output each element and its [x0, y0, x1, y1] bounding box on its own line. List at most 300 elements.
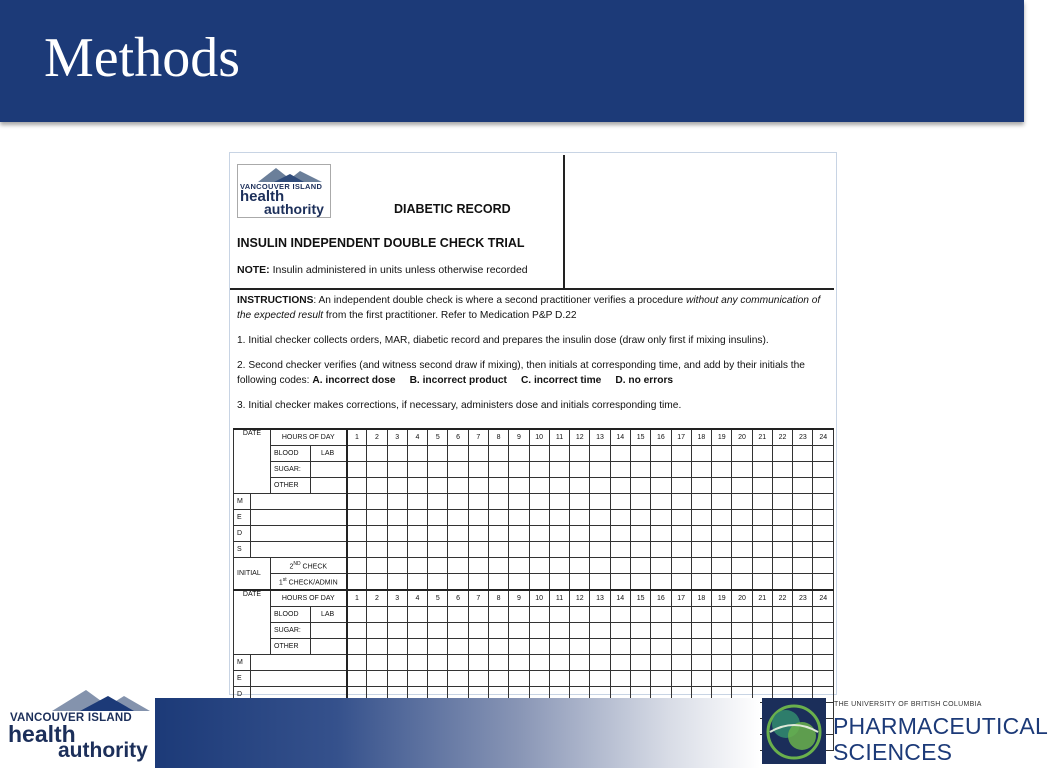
- hour-entry-cell[interactable]: [468, 574, 488, 591]
- hour-entry-cell[interactable]: [590, 446, 610, 462]
- hour-entry-cell[interactable]: [448, 671, 468, 687]
- hour-entry-cell[interactable]: [590, 655, 610, 671]
- hour-entry-cell[interactable]: [428, 462, 448, 478]
- hour-entry-cell[interactable]: [590, 526, 610, 542]
- hour-entry-cell[interactable]: [367, 462, 387, 478]
- hour-entry-cell[interactable]: [509, 655, 529, 671]
- hour-entry-cell[interactable]: [752, 558, 772, 574]
- hour-entry-cell[interactable]: [529, 671, 549, 687]
- hour-entry-cell[interactable]: [407, 542, 427, 558]
- hour-entry-cell[interactable]: [428, 494, 448, 510]
- hour-entry-cell[interactable]: [367, 526, 387, 542]
- hour-entry-cell[interactable]: [468, 494, 488, 510]
- hour-entry-cell[interactable]: [570, 671, 590, 687]
- hour-entry-cell[interactable]: [691, 510, 711, 526]
- hour-entry-cell[interactable]: [610, 510, 630, 526]
- hour-entry-cell[interactable]: [691, 478, 711, 494]
- hour-entry-cell[interactable]: [347, 574, 367, 591]
- hour-entry-cell[interactable]: [732, 558, 752, 574]
- hour-entry-cell[interactable]: [712, 462, 732, 478]
- hour-entry-cell[interactable]: [529, 607, 549, 623]
- hour-entry-cell[interactable]: [387, 558, 407, 574]
- hour-entry-cell[interactable]: [813, 542, 834, 558]
- hour-entry-cell[interactable]: [509, 542, 529, 558]
- hour-entry-cell[interactable]: [752, 607, 772, 623]
- hour-entry-cell[interactable]: [590, 510, 610, 526]
- hour-entry-cell[interactable]: [732, 542, 752, 558]
- hour-entry-cell[interactable]: [549, 478, 569, 494]
- hour-entry-cell[interactable]: [549, 542, 569, 558]
- hour-entry-cell[interactable]: [752, 478, 772, 494]
- hour-entry-cell[interactable]: [651, 526, 671, 542]
- hour-entry-cell[interactable]: [468, 655, 488, 671]
- hour-entry-cell[interactable]: [367, 574, 387, 591]
- hour-entry-cell[interactable]: [387, 574, 407, 591]
- hour-entry-cell[interactable]: [610, 574, 630, 591]
- hour-entry-cell[interactable]: [428, 558, 448, 574]
- hour-entry-cell[interactable]: [651, 558, 671, 574]
- lab-entry-cell[interactable]: [311, 478, 347, 494]
- hour-entry-cell[interactable]: [347, 623, 367, 639]
- hour-entry-cell[interactable]: [367, 446, 387, 462]
- hour-entry-cell[interactable]: [732, 655, 752, 671]
- hour-entry-cell[interactable]: [347, 510, 367, 526]
- hour-entry-cell[interactable]: [529, 494, 549, 510]
- hour-entry-cell[interactable]: [387, 639, 407, 655]
- hour-entry-cell[interactable]: [488, 446, 508, 462]
- hour-entry-cell[interactable]: [732, 462, 752, 478]
- hour-entry-cell[interactable]: [570, 526, 590, 542]
- hour-entry-cell[interactable]: [732, 607, 752, 623]
- hour-entry-cell[interactable]: [772, 542, 792, 558]
- meds-entry-cell[interactable]: [251, 671, 347, 687]
- hour-entry-cell[interactable]: [428, 574, 448, 591]
- hour-entry-cell[interactable]: [712, 655, 732, 671]
- hour-entry-cell[interactable]: [407, 526, 427, 542]
- hour-entry-cell[interactable]: [347, 494, 367, 510]
- hour-entry-cell[interactable]: [813, 478, 834, 494]
- hour-entry-cell[interactable]: [570, 494, 590, 510]
- hour-entry-cell[interactable]: [630, 574, 650, 591]
- hour-entry-cell[interactable]: [448, 623, 468, 639]
- hour-entry-cell[interactable]: [448, 639, 468, 655]
- hour-entry-cell[interactable]: [651, 510, 671, 526]
- hour-entry-cell[interactable]: [448, 526, 468, 542]
- hour-entry-cell[interactable]: [772, 558, 792, 574]
- hour-entry-cell[interactable]: [772, 639, 792, 655]
- hour-entry-cell[interactable]: [509, 446, 529, 462]
- hour-entry-cell[interactable]: [509, 623, 529, 639]
- hour-entry-cell[interactable]: [590, 607, 610, 623]
- hour-entry-cell[interactable]: [610, 478, 630, 494]
- hour-entry-cell[interactable]: [428, 671, 448, 687]
- lab-entry-cell[interactable]: [311, 623, 347, 639]
- hour-entry-cell[interactable]: [671, 542, 691, 558]
- hour-entry-cell[interactable]: [570, 623, 590, 639]
- hour-entry-cell[interactable]: [630, 510, 650, 526]
- hour-entry-cell[interactable]: [671, 639, 691, 655]
- hour-entry-cell[interactable]: [367, 655, 387, 671]
- hour-entry-cell[interactable]: [691, 494, 711, 510]
- hour-entry-cell[interactable]: [387, 542, 407, 558]
- hour-entry-cell[interactable]: [529, 558, 549, 574]
- hour-entry-cell[interactable]: [793, 607, 813, 623]
- hour-entry-cell[interactable]: [387, 671, 407, 687]
- hour-entry-cell[interactable]: [793, 526, 813, 542]
- hour-entry-cell[interactable]: [712, 623, 732, 639]
- hour-entry-cell[interactable]: [813, 623, 834, 639]
- hour-entry-cell[interactable]: [549, 526, 569, 542]
- hour-entry-cell[interactable]: [570, 655, 590, 671]
- hour-entry-cell[interactable]: [549, 510, 569, 526]
- hour-entry-cell[interactable]: [428, 623, 448, 639]
- hour-entry-cell[interactable]: [347, 639, 367, 655]
- hour-entry-cell[interactable]: [347, 671, 367, 687]
- hour-entry-cell[interactable]: [630, 446, 650, 462]
- hour-entry-cell[interactable]: [590, 639, 610, 655]
- hour-entry-cell[interactable]: [367, 494, 387, 510]
- hour-entry-cell[interactable]: [651, 574, 671, 591]
- hour-entry-cell[interactable]: [570, 639, 590, 655]
- hour-entry-cell[interactable]: [813, 607, 834, 623]
- hour-entry-cell[interactable]: [529, 655, 549, 671]
- hour-entry-cell[interactable]: [367, 510, 387, 526]
- hour-entry-cell[interactable]: [488, 462, 508, 478]
- hour-entry-cell[interactable]: [813, 639, 834, 655]
- hour-entry-cell[interactable]: [549, 574, 569, 591]
- hour-entry-cell[interactable]: [793, 462, 813, 478]
- hour-entry-cell[interactable]: [651, 542, 671, 558]
- hour-entry-cell[interactable]: [570, 510, 590, 526]
- hour-entry-cell[interactable]: [488, 671, 508, 687]
- hour-entry-cell[interactable]: [367, 639, 387, 655]
- hour-entry-cell[interactable]: [813, 671, 834, 687]
- hour-entry-cell[interactable]: [549, 494, 569, 510]
- meds-entry-cell[interactable]: [251, 526, 347, 542]
- hour-entry-cell[interactable]: [529, 574, 549, 591]
- hour-entry-cell[interactable]: [732, 494, 752, 510]
- hour-entry-cell[interactable]: [793, 494, 813, 510]
- hour-entry-cell[interactable]: [691, 558, 711, 574]
- hour-entry-cell[interactable]: [752, 494, 772, 510]
- hour-entry-cell[interactable]: [468, 510, 488, 526]
- hour-entry-cell[interactable]: [448, 607, 468, 623]
- hour-entry-cell[interactable]: [428, 526, 448, 542]
- hour-entry-cell[interactable]: [671, 494, 691, 510]
- hour-entry-cell[interactable]: [570, 478, 590, 494]
- hour-entry-cell[interactable]: [549, 446, 569, 462]
- hour-entry-cell[interactable]: [549, 607, 569, 623]
- hour-entry-cell[interactable]: [610, 639, 630, 655]
- hour-entry-cell[interactable]: [347, 542, 367, 558]
- hour-entry-cell[interactable]: [387, 478, 407, 494]
- hour-entry-cell[interactable]: [671, 655, 691, 671]
- hour-entry-cell[interactable]: [428, 655, 448, 671]
- hour-entry-cell[interactable]: [651, 446, 671, 462]
- hour-entry-cell[interactable]: [488, 510, 508, 526]
- hour-entry-cell[interactable]: [813, 655, 834, 671]
- hour-entry-cell[interactable]: [732, 478, 752, 494]
- hour-entry-cell[interactable]: [712, 574, 732, 591]
- hour-entry-cell[interactable]: [488, 542, 508, 558]
- hour-entry-cell[interactable]: [468, 478, 488, 494]
- hour-entry-cell[interactable]: [448, 494, 468, 510]
- hour-entry-cell[interactable]: [468, 542, 488, 558]
- hour-entry-cell[interactable]: [671, 478, 691, 494]
- hour-entry-cell[interactable]: [610, 446, 630, 462]
- lab-entry-cell[interactable]: [311, 462, 347, 478]
- hour-entry-cell[interactable]: [529, 446, 549, 462]
- hour-entry-cell[interactable]: [651, 639, 671, 655]
- hour-entry-cell[interactable]: [448, 510, 468, 526]
- hour-entry-cell[interactable]: [651, 671, 671, 687]
- hour-entry-cell[interactable]: [387, 446, 407, 462]
- hour-entry-cell[interactable]: [813, 510, 834, 526]
- hour-entry-cell[interactable]: [671, 446, 691, 462]
- hour-entry-cell[interactable]: [772, 526, 792, 542]
- hour-entry-cell[interactable]: [468, 607, 488, 623]
- hour-entry-cell[interactable]: [752, 526, 772, 542]
- hour-entry-cell[interactable]: [387, 510, 407, 526]
- hour-entry-cell[interactable]: [407, 607, 427, 623]
- hour-entry-cell[interactable]: [793, 510, 813, 526]
- hour-entry-cell[interactable]: [630, 623, 650, 639]
- hour-entry-cell[interactable]: [793, 655, 813, 671]
- hour-entry-cell[interactable]: [347, 655, 367, 671]
- hour-entry-cell[interactable]: [407, 494, 427, 510]
- hour-entry-cell[interactable]: [549, 671, 569, 687]
- hour-entry-cell[interactable]: [590, 671, 610, 687]
- hour-entry-cell[interactable]: [488, 558, 508, 574]
- hour-entry-cell[interactable]: [732, 446, 752, 462]
- hour-entry-cell[interactable]: [509, 526, 529, 542]
- hour-entry-cell[interactable]: [407, 510, 427, 526]
- hour-entry-cell[interactable]: [407, 446, 427, 462]
- meds-entry-cell[interactable]: [251, 510, 347, 526]
- hour-entry-cell[interactable]: [407, 639, 427, 655]
- hour-entry-cell[interactable]: [367, 623, 387, 639]
- hour-entry-cell[interactable]: [671, 510, 691, 526]
- hour-entry-cell[interactable]: [691, 526, 711, 542]
- hour-entry-cell[interactable]: [367, 558, 387, 574]
- hour-entry-cell[interactable]: [630, 478, 650, 494]
- hour-entry-cell[interactable]: [387, 526, 407, 542]
- hour-entry-cell[interactable]: [772, 478, 792, 494]
- hour-entry-cell[interactable]: [752, 574, 772, 591]
- hour-entry-cell[interactable]: [732, 574, 752, 591]
- hour-entry-cell[interactable]: [428, 639, 448, 655]
- hour-entry-cell[interactable]: [732, 671, 752, 687]
- hour-entry-cell[interactable]: [509, 671, 529, 687]
- hour-entry-cell[interactable]: [691, 446, 711, 462]
- hour-entry-cell[interactable]: [630, 655, 650, 671]
- hour-entry-cell[interactable]: [529, 462, 549, 478]
- hour-entry-cell[interactable]: [570, 446, 590, 462]
- hour-entry-cell[interactable]: [610, 623, 630, 639]
- hour-entry-cell[interactable]: [630, 542, 650, 558]
- hour-entry-cell[interactable]: [509, 494, 529, 510]
- hour-entry-cell[interactable]: [630, 671, 650, 687]
- hour-entry-cell[interactable]: [793, 671, 813, 687]
- hour-entry-cell[interactable]: [549, 639, 569, 655]
- hour-entry-cell[interactable]: [509, 478, 529, 494]
- hour-entry-cell[interactable]: [468, 671, 488, 687]
- hour-entry-cell[interactable]: [772, 510, 792, 526]
- hour-entry-cell[interactable]: [488, 526, 508, 542]
- hour-entry-cell[interactable]: [772, 671, 792, 687]
- hour-entry-cell[interactable]: [772, 574, 792, 591]
- hour-entry-cell[interactable]: [772, 446, 792, 462]
- hour-entry-cell[interactable]: [448, 542, 468, 558]
- hour-entry-cell[interactable]: [732, 510, 752, 526]
- hour-entry-cell[interactable]: [630, 494, 650, 510]
- hour-entry-cell[interactable]: [509, 462, 529, 478]
- hour-entry-cell[interactable]: [752, 639, 772, 655]
- hour-entry-cell[interactable]: [347, 558, 367, 574]
- hour-entry-cell[interactable]: [671, 671, 691, 687]
- hour-entry-cell[interactable]: [671, 526, 691, 542]
- hour-entry-cell[interactable]: [671, 558, 691, 574]
- hour-entry-cell[interactable]: [488, 478, 508, 494]
- hour-entry-cell[interactable]: [367, 607, 387, 623]
- hour-entry-cell[interactable]: [407, 655, 427, 671]
- hour-entry-cell[interactable]: [772, 494, 792, 510]
- hour-entry-cell[interactable]: [549, 623, 569, 639]
- hour-entry-cell[interactable]: [793, 558, 813, 574]
- hour-entry-cell[interactable]: [529, 478, 549, 494]
- hour-entry-cell[interactable]: [468, 639, 488, 655]
- meds-entry-cell[interactable]: [251, 655, 347, 671]
- hour-entry-cell[interactable]: [813, 526, 834, 542]
- hour-entry-cell[interactable]: [610, 655, 630, 671]
- hour-entry-cell[interactable]: [448, 574, 468, 591]
- hour-entry-cell[interactable]: [590, 623, 610, 639]
- hour-entry-cell[interactable]: [691, 542, 711, 558]
- hour-entry-cell[interactable]: [347, 526, 367, 542]
- hour-entry-cell[interactable]: [671, 607, 691, 623]
- hour-entry-cell[interactable]: [630, 526, 650, 542]
- hour-entry-cell[interactable]: [651, 607, 671, 623]
- hour-entry-cell[interactable]: [772, 462, 792, 478]
- hour-entry-cell[interactable]: [691, 623, 711, 639]
- hour-entry-cell[interactable]: [590, 478, 610, 494]
- hour-entry-cell[interactable]: [428, 542, 448, 558]
- hour-entry-cell[interactable]: [793, 542, 813, 558]
- hour-entry-cell[interactable]: [732, 526, 752, 542]
- hour-entry-cell[interactable]: [651, 494, 671, 510]
- hour-entry-cell[interactable]: [509, 607, 529, 623]
- hour-entry-cell[interactable]: [488, 623, 508, 639]
- hour-entry-cell[interactable]: [793, 574, 813, 591]
- hour-entry-cell[interactable]: [509, 639, 529, 655]
- hour-entry-cell[interactable]: [468, 558, 488, 574]
- hour-entry-cell[interactable]: [529, 623, 549, 639]
- hour-entry-cell[interactable]: [448, 478, 468, 494]
- hour-entry-cell[interactable]: [549, 558, 569, 574]
- hour-entry-cell[interactable]: [630, 607, 650, 623]
- hour-entry-cell[interactable]: [488, 574, 508, 591]
- hour-entry-cell[interactable]: [793, 446, 813, 462]
- hour-entry-cell[interactable]: [407, 671, 427, 687]
- hour-entry-cell[interactable]: [671, 462, 691, 478]
- hour-entry-cell[interactable]: [651, 462, 671, 478]
- hour-entry-cell[interactable]: [793, 639, 813, 655]
- hour-entry-cell[interactable]: [752, 462, 772, 478]
- hour-entry-cell[interactable]: [610, 542, 630, 558]
- hour-entry-cell[interactable]: [712, 510, 732, 526]
- hour-entry-cell[interactable]: [468, 462, 488, 478]
- hour-entry-cell[interactable]: [347, 446, 367, 462]
- hour-entry-cell[interactable]: [448, 462, 468, 478]
- hour-entry-cell[interactable]: [570, 558, 590, 574]
- hour-entry-cell[interactable]: [407, 623, 427, 639]
- hour-entry-cell[interactable]: [712, 494, 732, 510]
- hour-entry-cell[interactable]: [610, 558, 630, 574]
- hour-entry-cell[interactable]: [367, 671, 387, 687]
- hour-entry-cell[interactable]: [610, 462, 630, 478]
- hour-entry-cell[interactable]: [772, 607, 792, 623]
- hour-entry-cell[interactable]: [407, 478, 427, 494]
- meds-entry-cell[interactable]: [251, 542, 347, 558]
- hour-entry-cell[interactable]: [570, 607, 590, 623]
- hour-entry-cell[interactable]: [428, 607, 448, 623]
- hour-entry-cell[interactable]: [488, 639, 508, 655]
- hour-entry-cell[interactable]: [712, 542, 732, 558]
- hour-entry-cell[interactable]: [813, 558, 834, 574]
- hour-entry-cell[interactable]: [813, 574, 834, 591]
- hour-entry-cell[interactable]: [712, 558, 732, 574]
- hour-entry-cell[interactable]: [387, 462, 407, 478]
- hour-entry-cell[interactable]: [691, 607, 711, 623]
- hour-entry-cell[interactable]: [448, 558, 468, 574]
- hour-entry-cell[interactable]: [468, 623, 488, 639]
- hour-entry-cell[interactable]: [428, 446, 448, 462]
- hour-entry-cell[interactable]: [691, 574, 711, 591]
- hour-entry-cell[interactable]: [448, 446, 468, 462]
- hour-entry-cell[interactable]: [712, 607, 732, 623]
- hour-entry-cell[interactable]: [793, 623, 813, 639]
- hour-entry-cell[interactable]: [813, 494, 834, 510]
- hour-entry-cell[interactable]: [407, 574, 427, 591]
- hour-entry-cell[interactable]: [610, 671, 630, 687]
- hour-entry-cell[interactable]: [549, 462, 569, 478]
- hour-entry-cell[interactable]: [752, 510, 772, 526]
- hour-entry-cell[interactable]: [610, 526, 630, 542]
- hour-entry-cell[interactable]: [590, 574, 610, 591]
- hour-entry-cell[interactable]: [509, 510, 529, 526]
- hour-entry-cell[interactable]: [651, 623, 671, 639]
- hour-entry-cell[interactable]: [428, 510, 448, 526]
- hour-entry-cell[interactable]: [367, 542, 387, 558]
- hour-entry-cell[interactable]: [813, 462, 834, 478]
- hour-entry-cell[interactable]: [651, 655, 671, 671]
- hour-entry-cell[interactable]: [630, 639, 650, 655]
- hour-entry-cell[interactable]: [752, 655, 772, 671]
- hour-entry-cell[interactable]: [509, 558, 529, 574]
- hour-entry-cell[interactable]: [590, 558, 610, 574]
- hour-entry-cell[interactable]: [448, 655, 468, 671]
- hour-entry-cell[interactable]: [610, 607, 630, 623]
- hour-entry-cell[interactable]: [347, 462, 367, 478]
- hour-entry-cell[interactable]: [732, 623, 752, 639]
- hour-entry-cell[interactable]: [407, 462, 427, 478]
- hour-entry-cell[interactable]: [387, 494, 407, 510]
- hour-entry-cell[interactable]: [772, 655, 792, 671]
- hour-entry-cell[interactable]: [691, 462, 711, 478]
- hour-entry-cell[interactable]: [772, 623, 792, 639]
- hour-entry-cell[interactable]: [712, 478, 732, 494]
- hour-entry-cell[interactable]: [590, 462, 610, 478]
